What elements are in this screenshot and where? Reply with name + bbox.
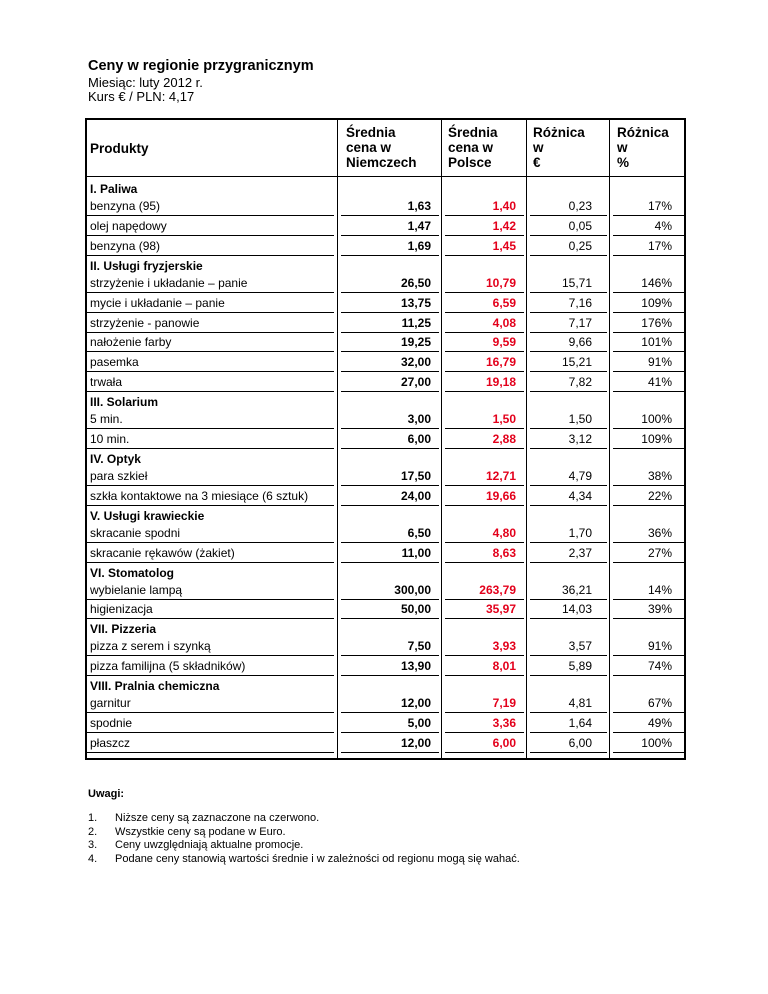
row-rule — [445, 618, 524, 619]
row-rule — [530, 312, 607, 313]
row-rule — [87, 428, 334, 429]
price-germany: 32,00 — [400, 355, 431, 370]
product-name: skracanie spodni — [90, 525, 181, 540]
product-name: pizza familijna (5 składników) — [90, 659, 246, 674]
diff-eur: 4,81 — [568, 696, 592, 711]
product-name: trwała — [90, 375, 123, 390]
row-rule — [445, 752, 524, 753]
row-rule — [87, 391, 334, 392]
product-name: pasemka — [90, 355, 139, 370]
product-name: skracanie rękawów (żakiet) — [90, 545, 235, 560]
diff-eur: 7,17 — [568, 315, 592, 330]
row-rule — [530, 675, 607, 676]
row-rule — [530, 505, 607, 506]
row-rule — [87, 448, 334, 449]
row-rule — [445, 485, 524, 486]
row-rule — [445, 371, 524, 372]
row-rule — [87, 215, 334, 216]
diff-pct: 146% — [641, 275, 672, 290]
row-rule — [613, 351, 684, 352]
table-row — [87, 217, 684, 236]
diff-pct: 49% — [647, 716, 672, 730]
row-rule — [87, 292, 334, 293]
row-rule — [445, 562, 524, 563]
row-rule — [445, 599, 524, 600]
diff-pct: 17% — [647, 238, 672, 253]
price-poland: 3,36 — [492, 716, 516, 730]
price-poland: 9,59 — [492, 335, 516, 350]
row-rule — [445, 732, 524, 733]
diff-pct: 17% — [647, 199, 672, 213]
table-row — [87, 544, 684, 563]
row-rule — [87, 752, 334, 753]
row-rule — [341, 312, 439, 313]
diff-eur: 14,03 — [561, 602, 592, 617]
price-poland: 10,79 — [485, 275, 516, 290]
price-poland: 6,59 — [492, 295, 516, 310]
table-row — [87, 237, 684, 256]
price-poland: 263,79 — [479, 582, 516, 597]
row-rule — [87, 655, 334, 656]
table-row — [87, 410, 684, 429]
row-rule — [445, 255, 524, 256]
price-germany: 12,00 — [400, 735, 431, 750]
price-poland: 35,97 — [485, 602, 516, 617]
price-poland: 12,71 — [485, 468, 516, 483]
product-name: benzyna (95) — [90, 199, 161, 213]
row-rule — [341, 235, 439, 236]
row-rule — [613, 428, 684, 429]
diff-eur: 5,89 — [568, 659, 592, 674]
month-line: Miesiąc: luty 2012 r. — [88, 75, 203, 90]
row-rule — [87, 332, 334, 333]
row-rule — [613, 332, 684, 333]
row-rule — [445, 505, 524, 506]
product-name: higienizacja — [90, 602, 153, 617]
product-name: 10 min. — [90, 432, 130, 446]
header-divider — [87, 176, 684, 177]
diff-pct: 67% — [647, 696, 672, 711]
row-rule — [341, 448, 439, 449]
row-rule — [613, 505, 684, 506]
price-poland: 4,08 — [492, 315, 516, 330]
row-rule — [341, 618, 439, 619]
row-rule — [445, 332, 524, 333]
price-germany: 50,00 — [400, 602, 431, 617]
row-rule — [530, 562, 607, 563]
price-poland: 2,88 — [492, 432, 516, 446]
product-name: pizza z serem i szynką — [90, 639, 211, 654]
table-row — [87, 637, 684, 656]
row-rule — [613, 562, 684, 563]
row-rule — [530, 752, 607, 753]
row-rule — [530, 448, 607, 449]
row-rule — [341, 712, 439, 713]
price-poland: 8,63 — [492, 545, 516, 560]
product-name: płaszcz — [90, 735, 131, 750]
price-poland: 3,93 — [492, 639, 516, 654]
row-rule — [445, 428, 524, 429]
section-title: VI. Stomatolog — [90, 565, 174, 580]
diff-pct: 109% — [641, 295, 672, 310]
price-germany: 300,00 — [394, 582, 431, 597]
notes-section — [88, 788, 520, 866]
diff-eur: 9,66 — [568, 335, 592, 350]
diff-eur: 6,00 — [568, 735, 592, 750]
row-rule — [530, 655, 607, 656]
notes-title: Uwagi: — [88, 788, 125, 800]
table-row — [87, 197, 684, 216]
row-rule — [87, 505, 334, 506]
header-diff-eur: Różnica w € — [533, 125, 585, 170]
price-poland: 19,66 — [485, 488, 516, 503]
table-row — [87, 657, 684, 676]
diff-pct: 36% — [647, 525, 672, 540]
section-title: V. Usługi krawieckie — [90, 508, 205, 523]
row-rule — [613, 712, 684, 713]
row-rule — [341, 255, 439, 256]
row-rule — [87, 712, 334, 713]
row-rule — [613, 675, 684, 676]
diff-pct: 91% — [647, 355, 672, 370]
header-price-germany: Średnia cena w Niemczech — [346, 125, 417, 170]
row-rule — [87, 351, 334, 352]
price-table — [85, 118, 686, 760]
section-title: II. Usługi fryzjerskie — [90, 258, 203, 273]
header-price-poland: Średnia cena w Polsce — [448, 125, 498, 170]
table-row — [87, 353, 684, 372]
product-name: 5 min. — [90, 412, 123, 427]
product-name: nałożenie farby — [90, 335, 172, 350]
price-germany: 7,50 — [407, 639, 431, 654]
row-rule — [613, 371, 684, 372]
product-name: strzyżenie - panowie — [90, 315, 200, 330]
row-rule — [613, 599, 684, 600]
price-poland: 7,19 — [492, 696, 516, 711]
row-rule — [530, 712, 607, 713]
row-rule — [87, 599, 334, 600]
price-germany: 19,25 — [400, 335, 431, 350]
product-name: wybielanie lampą — [90, 582, 183, 597]
product-name: garnitur — [90, 696, 131, 711]
diff-eur: 4,79 — [568, 468, 592, 483]
row-rule — [87, 371, 334, 372]
row-rule — [341, 292, 439, 293]
section-title: III. Solarium — [90, 395, 159, 410]
note-item: 2. Wszystkie ceny są podane w Euro. — [88, 825, 286, 838]
section-title: VIII. Pralnia chemiczna — [90, 679, 220, 694]
price-poland: 1,42 — [492, 218, 516, 233]
row-rule — [445, 235, 524, 236]
row-rule — [530, 292, 607, 293]
diff-pct: 27% — [647, 545, 672, 560]
table-row — [87, 600, 684, 619]
note-item: 4. Podane ceny stanowią wartości średnie i w zależności od regionu mogą się wahać. — [88, 852, 520, 865]
row-rule — [530, 428, 607, 429]
row-rule — [341, 505, 439, 506]
section-title: I. Paliwa — [90, 182, 138, 196]
row-rule — [613, 391, 684, 392]
price-poland: 1,45 — [492, 238, 516, 253]
row-rule — [341, 752, 439, 753]
section-title: VII. Pizzeria — [90, 622, 157, 637]
price-germany: 1,69 — [407, 238, 431, 253]
table-row — [87, 373, 684, 392]
section-title: IV. Optyk — [90, 451, 141, 466]
diff-eur: 3,12 — [568, 432, 592, 446]
price-poland: 1,50 — [492, 412, 516, 427]
diff-eur: 7,16 — [568, 295, 592, 310]
document-title: Ceny w regionie przygranicznym — [88, 58, 314, 74]
diff-eur: 1,64 — [568, 716, 592, 730]
diff-eur: 3,57 — [568, 639, 592, 654]
row-rule — [613, 752, 684, 753]
row-rule — [341, 351, 439, 352]
table-row — [87, 524, 684, 543]
product-name: mycie i układanie – panie — [90, 295, 225, 310]
row-rule — [341, 542, 439, 543]
row-rule — [530, 371, 607, 372]
row-rule — [341, 371, 439, 372]
row-rule — [87, 312, 334, 313]
diff-pct: 100% — [641, 735, 672, 750]
table-row — [87, 294, 684, 313]
row-rule — [445, 292, 524, 293]
row-rule — [530, 599, 607, 600]
row-rule — [445, 675, 524, 676]
row-rule — [445, 351, 524, 352]
row-rule — [445, 542, 524, 543]
product-name: strzyżenie i układanie – panie — [90, 275, 248, 290]
row-rule — [530, 351, 607, 352]
table-row — [87, 467, 684, 486]
price-germany: 3,00 — [407, 412, 431, 427]
price-germany: 26,50 — [400, 275, 431, 290]
row-rule — [613, 215, 684, 216]
price-germany: 6,50 — [407, 525, 431, 540]
price-poland: 8,01 — [492, 659, 516, 674]
price-germany: 1,47 — [407, 218, 431, 233]
table-row — [87, 734, 684, 753]
diff-eur: 0,05 — [568, 218, 592, 233]
row-rule — [341, 391, 439, 392]
row-rule — [530, 732, 607, 733]
diff-pct: 22% — [647, 488, 672, 503]
diff-pct: 14% — [647, 582, 672, 597]
diff-pct: 101% — [641, 335, 672, 350]
price-poland: 4,80 — [492, 525, 516, 540]
row-rule — [613, 618, 684, 619]
table-row — [87, 714, 684, 733]
diff-pct: 41% — [647, 375, 672, 390]
diff-pct: 74% — [647, 659, 672, 674]
row-rule — [445, 448, 524, 449]
row-rule — [530, 618, 607, 619]
row-rule — [87, 255, 334, 256]
diff-eur: 1,70 — [568, 525, 592, 540]
price-germany: 12,00 — [400, 696, 431, 711]
row-rule — [87, 235, 334, 236]
diff-eur: 4,34 — [568, 488, 592, 503]
price-germany: 1,63 — [407, 199, 431, 213]
note-item: 1. Niższe ceny są zaznaczone na czerwono. — [88, 812, 320, 824]
diff-eur: 2,37 — [568, 545, 592, 560]
row-rule — [613, 448, 684, 449]
row-rule — [445, 312, 524, 313]
row-rule — [613, 542, 684, 543]
table-row — [87, 487, 684, 506]
notes-list — [88, 812, 520, 866]
exchange-rate-line: Kurs € / PLN: 4,17 — [88, 89, 195, 104]
price-germany: 6,00 — [407, 432, 431, 446]
product-name: benzyna (98) — [90, 238, 161, 253]
diff-pct: 100% — [641, 412, 672, 427]
row-rule — [530, 332, 607, 333]
diff-pct: 91% — [647, 639, 672, 654]
row-rule — [613, 485, 684, 486]
price-germany: 27,00 — [400, 375, 431, 390]
product-name: olej napędowy — [90, 218, 167, 233]
row-rule — [341, 732, 439, 733]
table-row — [87, 694, 684, 713]
row-rule — [87, 562, 334, 563]
row-rule — [613, 255, 684, 256]
row-rule — [613, 292, 684, 293]
product-name: szkła kontaktowe na 3 miesiące (6 sztuk) — [90, 488, 309, 503]
diff-pct: 4% — [654, 218, 672, 233]
row-rule — [341, 332, 439, 333]
row-rule — [341, 655, 439, 656]
header-products: Produkty — [90, 141, 149, 156]
row-rule — [530, 542, 607, 543]
diff-eur: 36,21 — [561, 582, 592, 597]
row-rule — [530, 215, 607, 216]
row-rule — [341, 215, 439, 216]
table-row — [87, 314, 684, 333]
price-germany: 13,90 — [400, 659, 431, 674]
row-rule — [341, 562, 439, 563]
row-rule — [613, 235, 684, 236]
price-germany: 5,00 — [407, 716, 431, 730]
price-germany: 17,50 — [400, 468, 431, 483]
price-poland: 19,18 — [485, 375, 516, 390]
diff-pct: 39% — [647, 602, 672, 617]
product-name: spodnie — [90, 716, 133, 730]
row-rule — [87, 542, 334, 543]
table-row — [87, 333, 684, 352]
price-poland: 6,00 — [492, 735, 516, 750]
price-germany: 13,75 — [400, 295, 431, 310]
row-rule — [445, 712, 524, 713]
diff-pct: 109% — [641, 432, 672, 446]
row-rule — [613, 312, 684, 313]
row-rule — [341, 485, 439, 486]
row-rule — [530, 485, 607, 486]
diff-pct: 176% — [641, 315, 672, 330]
diff-eur: 15,21 — [561, 355, 592, 370]
row-rule — [87, 675, 334, 676]
price-germany: 11,25 — [401, 315, 431, 330]
row-rule — [341, 599, 439, 600]
price-germany: 24,00 — [400, 488, 431, 503]
diff-eur: 0,25 — [568, 238, 592, 253]
price-poland: 1,40 — [492, 199, 516, 213]
table-row — [87, 430, 684, 449]
row-rule — [445, 655, 524, 656]
row-rule — [530, 391, 607, 392]
row-rule — [445, 391, 524, 392]
table-row — [87, 581, 684, 600]
price-germany: 11,00 — [401, 545, 431, 560]
row-rule — [613, 655, 684, 656]
diff-pct: 38% — [647, 468, 672, 483]
row-rule — [87, 485, 334, 486]
row-rule — [613, 732, 684, 733]
diff-eur: 7,82 — [568, 375, 592, 390]
diff-eur: 15,71 — [561, 275, 592, 290]
diff-eur: 1,50 — [568, 412, 592, 427]
note-item: 3. Ceny uwzględniają aktualne promocje. — [88, 839, 304, 851]
row-rule — [530, 255, 607, 256]
row-rule — [341, 428, 439, 429]
row-rule — [87, 618, 334, 619]
diff-eur: 0,23 — [568, 199, 592, 213]
row-rule — [341, 675, 439, 676]
product-name: para szkieł — [90, 468, 148, 483]
row-rule — [530, 235, 607, 236]
header-diff-pct: Różnica w % — [617, 125, 669, 170]
row-rule — [87, 732, 334, 733]
row-rule — [445, 215, 524, 216]
table-row — [87, 274, 684, 293]
price-poland: 16,79 — [485, 355, 516, 370]
